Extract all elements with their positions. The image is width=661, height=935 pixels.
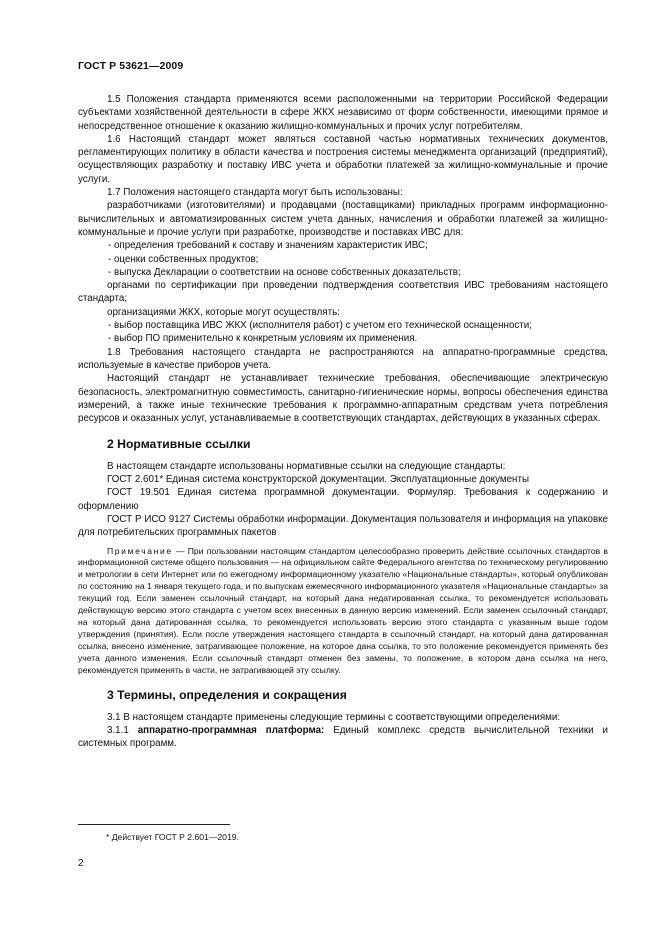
list-item: - выбор поставщика ИВС ЖКХ (исполнителя работ) с учетом его технической оснащенности;: [108, 320, 532, 332]
footnote-divider: [78, 824, 230, 825]
document-body: [78, 93, 608, 751]
paragraph-1-7: 1.7 Положения настоящего стандарта могут быть использованы:: [107, 187, 403, 199]
paragraph-3-1: 3.1 В настоящем стандарте применены следующие термины с соответствующими определениями:: [107, 711, 561, 723]
page-number: 2: [78, 858, 84, 869]
paragraph-1-7-developers: разработчиками (изготовителями) и продавцами (поставщиками) прикладных программ информационно-вычислительных и автоматизированных систем учета данных, начисления и обработки платежей за жилищно-коммунальные и прочие услуги при разработке, производстве и поставках ИВС для:: [78, 200, 608, 238]
paragraph-1-9: Настоящий стандарт не устанавливает технические требования, обеспечивающие электрическую безопасность, электромагнитную совместимость, санитарно-гигиенические нормы, вопросы обеспечения единства измерений, а также иные технические требования к программно-аппаратным средствам учета потребления ресурсов и оказанных услуг, устанавливаемые в соответствующих стандартах, действующих в указанных сферах.: [78, 373, 608, 425]
paragraph-3-1-1: [78, 724, 608, 751]
paragraph-1-7-certification: органами по сертификации при проведении подтверждения соответствия ИВС требованиям настоящего стандарта;: [78, 280, 608, 305]
term-definition: Единый комплекс средств вычислительной техники и системных программ.: [78, 725, 608, 750]
term-number: 3.1.1: [107, 725, 138, 737]
footnote: * Действует ГОСТ Р 2.601—2019.: [106, 832, 239, 842]
paragraph-1-5: 1.5 Положения стандарта применяются всеми расположенными на территории Российской Федерации субъектами хозяйственной деятельности в сфере ЖКХ независимо от форм собственности, имеющими прямое и непосредственное отношение к оказанию жилищно-коммунальных и прочих услуг потребителям.: [78, 94, 608, 132]
reference-gost-2-601: ГОСТ 2.601* Единая система конструкторской документации. Эксплуатационные документы: [107, 474, 529, 486]
list-item: - выпуска Декларации о соответствии на основе собственных доказательств;: [108, 266, 461, 278]
reference-gost-19-501: ГОСТ 19.501 Единая система программной документации. Формуляр. Требования к содержанию и оформлению: [78, 487, 608, 512]
note-text: — При пользовании настоящим стандартом целесообразно проверить действие ссылочных стандартов в информационной системе общего пользования — на официальном сайте Федерального агентства по техническому регулированию и метрологии в сети Интернет или по ежегодному информационному указателю «Национальные стандарты», который опубликован по состоянию на 1 января текущего года, и по выпускам ежемесячного информационного указателя «Национальные стандарты» за текущий год. Если заменен ссылочный стандарт, на который дана недатированная ссылка, то рекомендуется использовать действующую версию этого стандарта с учетом всех внесенных в данную версию изменений. Если заменен ссылочный стандарт, на который дана датированная ссылка, то рекомендуется использовать версию этого стандарта с указанным выше годом утверждения (принятия). Если после утверждения настоящего стандарта в ссылочный стандарт, на который дана датированная ссылка, внесено изменение, затрагивающее положение, на которое дана ссылка, то это положение рекомендуется применять без учета данного изменения. Если ссылочный стандарт отменен без замены, то положение, в котором дана ссылка на него, рекомендуется применять в части, не затрагивающей эту ссылку.: [78, 545, 608, 675]
section-3-heading: 3 Термины, определения и сокращения: [107, 688, 347, 703]
reference-gost-iso-9127: ГОСТ Р ИСО 9127 Системы обработки информации. Документация пользователя и информация на упаковке для потребительских программных пакетов: [78, 513, 608, 539]
paragraph-1-6: 1.6 Настоящий стандарт может являться составной частью нормативных технических документов, регламентирующих политику в области качества и построения системы менеджмента организаций (предприятий), осуществляющих разработку и поставку ИВС учета и обработки платежей за жилищно-коммунальные и прочие услуги.: [78, 133, 608, 185]
paragraph-1-7-organizations: организациями ЖКХ, которые могут осуществлять:: [107, 306, 340, 318]
term-name: аппаратно-программная платформа:: [137, 725, 325, 737]
note-label: Примечание: [107, 545, 173, 556]
section-2-heading: 2 Нормативные ссылки: [107, 437, 251, 452]
document-header: ГОСТ Р 53621—2009: [78, 60, 184, 72]
section-2-intro: В настоящем стандарте использованы нормативные ссылки на следующие стандарты:: [107, 460, 506, 472]
list-item: - определения требований к составу и значениям характеристик ИВС;: [108, 240, 428, 252]
list-item: - выбор ПО применительно к конкретным условиям их применения.: [108, 333, 418, 345]
note-block: [78, 546, 608, 677]
paragraph-1-8: 1.8 Требования настоящего стандарта не распространяются на аппаратно-программные средства, используемые в качестве приборов учета.: [78, 346, 608, 371]
list-item: - оценки собственных продуктов;: [108, 253, 259, 265]
